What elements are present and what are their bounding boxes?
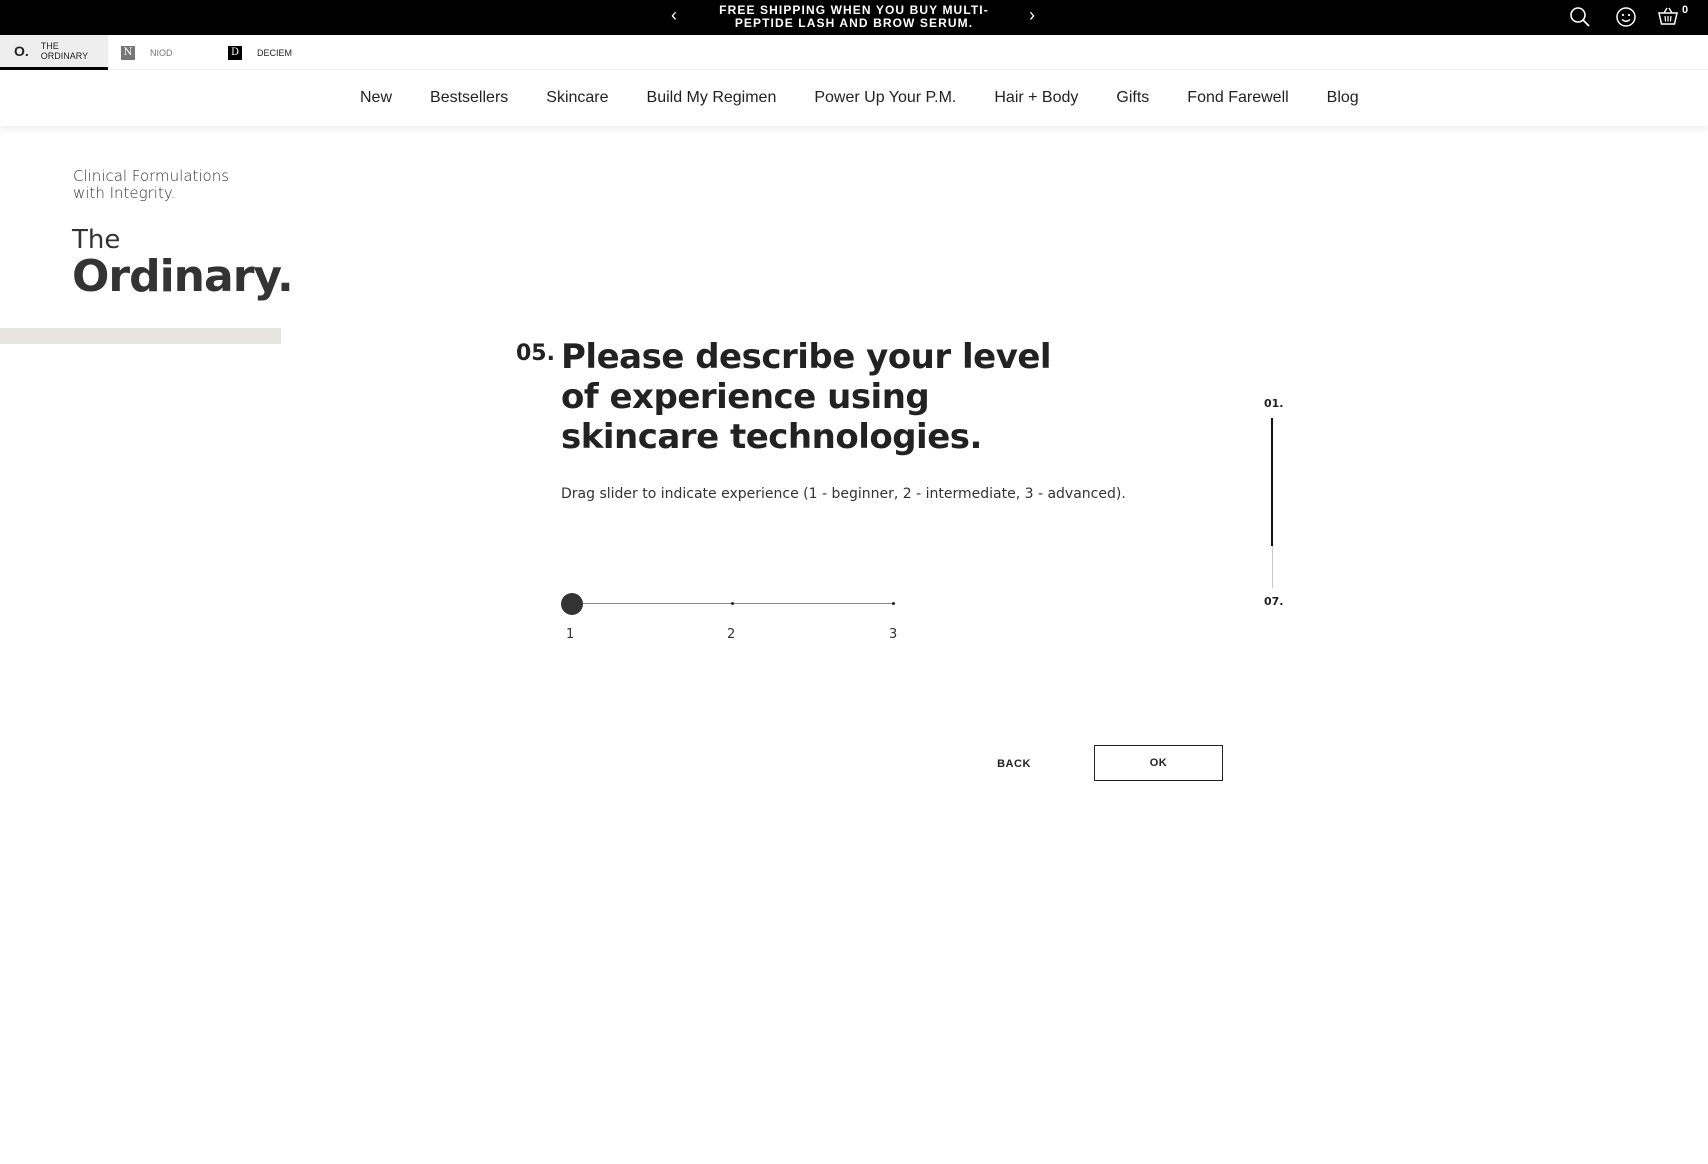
brand-label: DECIEM [257, 47, 293, 58]
niod-logo-icon: N [121, 46, 135, 60]
chevron-right-icon[interactable]: › [1029, 5, 1035, 25]
brand-switcher [0, 35, 1708, 70]
chevron-left-icon[interactable]: ‹ [671, 5, 677, 25]
slider-thumb[interactable] [561, 593, 583, 615]
quiz-progress-bar [0, 328, 281, 344]
slider-label-1: 1 [566, 627, 575, 642]
main-nav [0, 70, 1708, 126]
deciem-logo-icon: D [228, 46, 242, 60]
nav-item-blog[interactable]: Blog [1326, 89, 1359, 106]
experience-slider[interactable] [561, 592, 895, 616]
slider-tick-3 [892, 602, 895, 605]
question-title: Please describe your level of experience using skincare technologies. [561, 337, 1052, 457]
logo-ordinary: Ordinary. [72, 251, 293, 302]
step-last-label: 07. [1264, 595, 1284, 608]
nav-item-new[interactable]: New [360, 89, 393, 106]
brand-tab-deciem[interactable] [228, 35, 292, 70]
the-ordinary-mark: O. [14, 43, 29, 59]
question-hint: Drag slider to indicate experience (1 - beginner, 2 - intermediate, 3 - advanced). [561, 486, 1126, 502]
nav-item-fond-farewell[interactable]: Fond Farewell [1187, 89, 1289, 106]
slider-label-2: 2 [727, 627, 736, 642]
logo-the: The [72, 225, 121, 255]
step-first-label: 01. [1264, 397, 1284, 410]
nav-item-build-my-regimen[interactable]: Build My Regimen [646, 89, 777, 106]
step-progress-fill [1271, 418, 1273, 546]
brand-logo[interactable] [72, 226, 293, 300]
nav-item-bestsellers[interactable]: Bestsellers [430, 89, 509, 106]
brand-tab-the-ordinary[interactable] [0, 35, 108, 70]
smiley-face-icon[interactable] [1614, 5, 1640, 31]
announcement-bar [0, 0, 1708, 35]
basket-icon[interactable] [1656, 5, 1682, 31]
brand-label: THE ORDINARY [40, 41, 89, 61]
nav-item-hair-body[interactable]: Hair + Body [994, 89, 1079, 106]
nav-item-gifts[interactable]: Gifts [1116, 89, 1150, 106]
back-button[interactable]: BACK [980, 755, 1048, 773]
search-icon[interactable] [1568, 5, 1594, 31]
slider-tick-2 [731, 602, 734, 605]
nav-item-power-up[interactable]: Power Up Your P.M. [814, 89, 957, 106]
brand-tab-niod[interactable] [121, 35, 173, 70]
question-number: 05. [516, 341, 555, 366]
slider-track[interactable] [573, 603, 895, 604]
nav-item-skincare[interactable]: Skincare [546, 89, 609, 106]
ok-button[interactable]: OK [1094, 745, 1223, 781]
brand-label: NIOD [150, 47, 173, 58]
slider-label-3: 3 [889, 627, 898, 642]
cart-count: 0 [1682, 4, 1689, 16]
tagline: Clinical Formulations with Integrity. [73, 167, 230, 202]
announcement-message[interactable]: FREE SHIPPING WHEN YOU BUY MULTI-PEPTIDE LASH AND BROW SERUM. [719, 3, 989, 30]
